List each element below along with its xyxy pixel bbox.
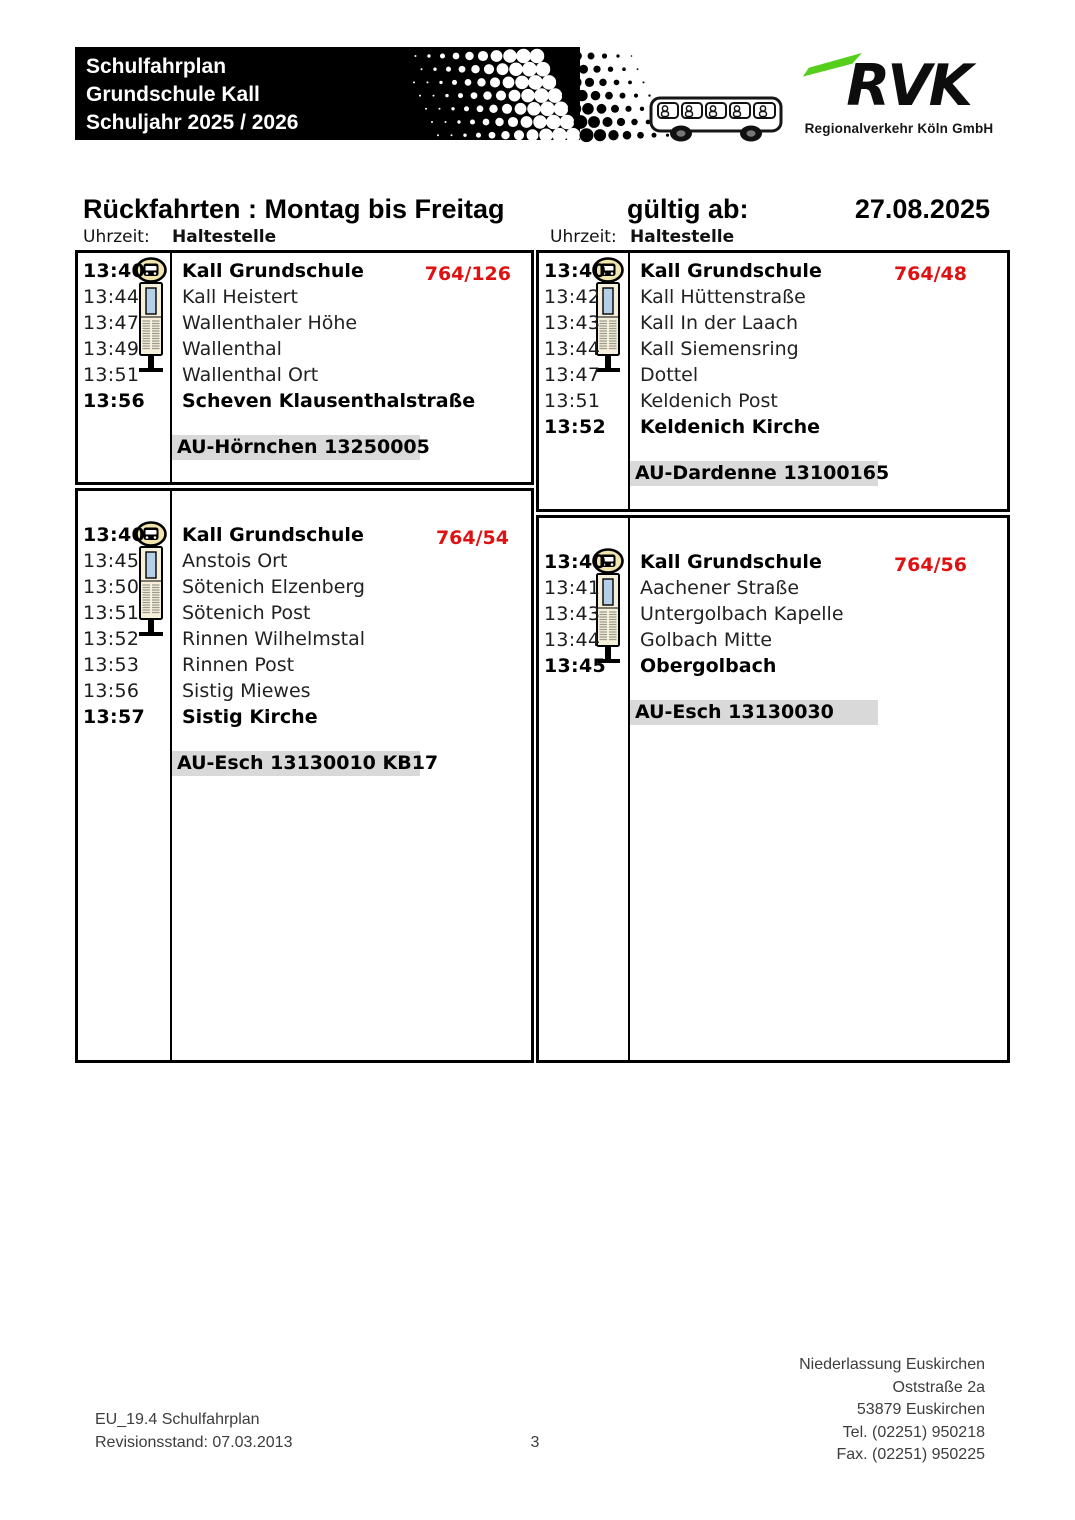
stop-time: 13:52 xyxy=(83,628,140,650)
office-line: Oststraße 2a xyxy=(892,1378,985,1396)
office-line: Fax. (02251) 950225 xyxy=(836,1446,985,1463)
stop-name: Scheven Klausenthalstraße xyxy=(182,390,476,412)
stop-row xyxy=(78,522,531,548)
stop-time: 13:45 xyxy=(83,550,140,572)
stop-time: 13:56 xyxy=(83,680,140,702)
route-number: 764/56 xyxy=(893,554,967,576)
stop-row xyxy=(78,310,531,336)
stop-row xyxy=(539,414,1007,440)
stop-time: 13:52 xyxy=(544,416,606,438)
page-title: Rückfahrten : Montag bis Freitag xyxy=(83,194,505,224)
stop-time: 13:44 xyxy=(83,286,140,308)
stop-time: 13:47 xyxy=(544,364,601,386)
footer-doc-id: EU_19.4 Schulfahrplan xyxy=(95,1411,260,1428)
stop-name: Rinnen Wilhelmstal xyxy=(182,628,366,650)
stop-name: Kall Grundschule xyxy=(182,260,364,282)
route-number: 764/126 xyxy=(424,263,511,285)
stop-time: 13:45 xyxy=(544,655,606,677)
halftone-decoration xyxy=(408,47,688,149)
col-header-time-left: Uhrzeit: xyxy=(83,227,150,247)
stop-time: 13:40 xyxy=(83,260,145,282)
stop-time: 13:42 xyxy=(544,286,601,308)
valid-from-date: 27.08.2025 xyxy=(854,194,990,224)
stop-name: Aachener Straße xyxy=(640,577,800,599)
rvk-logo-subtitle: Regionalverkehr Köln GmbH xyxy=(804,121,994,136)
stop-name: Kall Grundschule xyxy=(640,551,822,573)
stop-row xyxy=(78,600,531,626)
header-line-2: Grundschule Kall xyxy=(86,83,260,106)
stop-row xyxy=(539,362,1007,388)
route-code-chip: AU-Esch 13130010 KB17 xyxy=(172,751,420,776)
stop-list xyxy=(539,518,1007,679)
stop-name: Rinnen Post xyxy=(182,654,295,676)
col-header-stop-left: Haltestelle xyxy=(172,227,277,247)
stop-row xyxy=(78,704,531,730)
footer-office-address xyxy=(690,1354,985,1467)
col-header-time-right: Uhrzeit: xyxy=(550,227,617,247)
stop-name: Kall Heistert xyxy=(182,286,298,308)
stop-row xyxy=(539,388,1007,414)
page-number: 3 xyxy=(530,1434,540,1451)
stop-row xyxy=(78,388,531,414)
stop-name: Anstois Ort xyxy=(182,550,288,572)
stop-row xyxy=(539,575,1007,601)
stop-time: 13:49 xyxy=(83,338,140,360)
stop-name: Kall Hüttenstraße xyxy=(640,286,806,308)
trip-card-764-126 xyxy=(75,250,534,485)
stop-time: 13:43 xyxy=(544,312,601,334)
stop-list xyxy=(78,253,531,414)
col-header-stop-right: Haltestelle xyxy=(630,227,735,247)
office-line: 53879 Euskirchen xyxy=(856,1401,985,1418)
stop-row xyxy=(539,653,1007,679)
stop-name: Keldenich Post xyxy=(640,390,778,412)
stop-name: Sötenich Post xyxy=(182,602,311,624)
stop-row xyxy=(539,284,1007,310)
stop-row xyxy=(539,310,1007,336)
rvk-logo xyxy=(800,48,998,140)
stop-row xyxy=(78,574,531,600)
stop-row xyxy=(78,336,531,362)
stop-name: Wallenthal Ort xyxy=(182,364,319,386)
stop-time: 13:47 xyxy=(83,312,140,334)
stop-time: 13:40 xyxy=(544,551,606,573)
stop-list xyxy=(539,253,1007,440)
stop-name: Untergolbach Kapelle xyxy=(640,603,844,625)
stop-row xyxy=(539,627,1007,653)
office-line: Niederlassung Euskirchen xyxy=(799,1356,985,1373)
stop-row xyxy=(539,336,1007,362)
valid-from-label: gültig ab: xyxy=(627,194,749,224)
stop-row xyxy=(78,258,531,284)
stop-name: Kall Siemensring xyxy=(640,338,799,360)
stop-time: 13:40 xyxy=(83,524,145,546)
stop-time: 13:51 xyxy=(83,602,140,624)
stop-time: 13:51 xyxy=(83,364,140,386)
header-line-3: Schuljahr 2025 / 2026 xyxy=(86,111,299,134)
stop-name: Sistig Kirche xyxy=(182,706,318,728)
stop-time: 13:53 xyxy=(83,654,140,676)
stop-time: 13:41 xyxy=(544,577,601,599)
stop-row xyxy=(78,284,531,310)
stop-time: 13:44 xyxy=(544,629,601,651)
rvk-logo-mark xyxy=(800,48,998,119)
stop-name: Kall In der Laach xyxy=(640,312,799,334)
stop-name: Golbach Mitte xyxy=(640,629,773,651)
stop-name: Kall Grundschule xyxy=(182,524,364,546)
route-code-chip: AU-Dardenne 13100165 xyxy=(630,461,878,486)
stop-name: Sistig Miewes xyxy=(182,680,311,702)
trip-card-764-54 xyxy=(75,488,534,1063)
route-code-chip: AU-Esch 13130030 xyxy=(630,700,878,725)
route-number: 764/54 xyxy=(435,527,509,549)
stop-time: 13:40 xyxy=(544,260,606,282)
stop-name: Wallenthal xyxy=(182,338,282,360)
stop-time: 13:43 xyxy=(544,603,601,625)
stop-time: 13:57 xyxy=(83,706,145,728)
bus-clipart-icon xyxy=(648,95,788,147)
stop-time: 13:44 xyxy=(544,338,601,360)
svg-text:RVK: RVK xyxy=(846,53,970,119)
stop-row xyxy=(539,601,1007,627)
header-line-1: Schulfahrplan xyxy=(86,55,227,78)
stop-row xyxy=(78,678,531,704)
stop-name: Keldenich Kirche xyxy=(640,416,820,438)
header-title-lines xyxy=(86,53,298,137)
stop-row xyxy=(78,652,531,678)
stop-time: 13:56 xyxy=(83,390,145,412)
stop-name: Wallenthaler Höhe xyxy=(182,312,358,334)
stop-row xyxy=(539,549,1007,575)
stop-name: Kall Grundschule xyxy=(640,260,822,282)
trip-card-764-48 xyxy=(536,250,1010,512)
stop-row xyxy=(78,548,531,574)
stop-time: 13:51 xyxy=(544,390,601,412)
stop-time: 13:50 xyxy=(83,576,140,598)
route-number: 764/48 xyxy=(893,263,967,285)
route-code-chip: AU-Hörnchen 13250005 xyxy=(172,435,420,460)
office-line: Tel. (02251) 950218 xyxy=(842,1423,985,1441)
stop-list xyxy=(78,491,531,730)
footer-doc-info xyxy=(95,1409,292,1454)
stop-row xyxy=(78,626,531,652)
stop-row xyxy=(539,258,1007,284)
stop-row xyxy=(78,362,531,388)
stop-name: Sötenich Elzenberg xyxy=(182,576,365,598)
stop-name: Dottel xyxy=(640,364,699,386)
stop-name: Obergolbach xyxy=(640,655,777,677)
footer-revision: Revisionsstand: 07.03.2013 xyxy=(95,1433,293,1451)
trip-card-764-56 xyxy=(536,515,1010,1063)
